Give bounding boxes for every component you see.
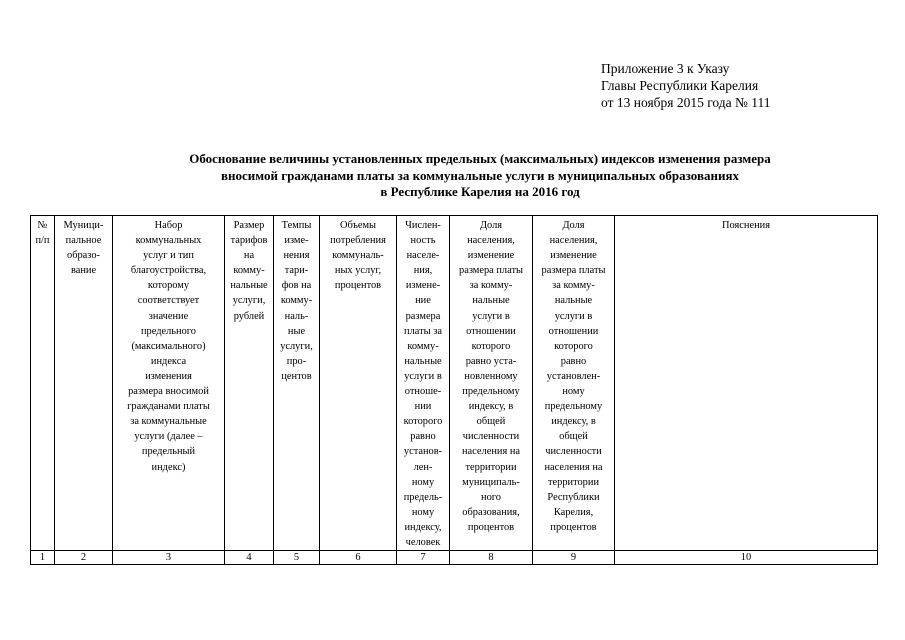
header-line: размера вносимой [128,386,209,398]
header-line: Доля [562,220,585,231]
header-line: комму- [280,295,313,307]
header-line: размера [405,310,441,322]
header-cell-tariff-size [225,216,274,551]
header-line: про- [286,355,307,367]
header-line: процентов [467,521,515,533]
header-line: вание [70,265,97,277]
header-line: коммунальных [135,235,202,247]
header-line: Муници- [63,220,104,231]
header-line: за коммунальные [130,416,207,428]
header-line: значение [148,310,189,322]
header-line: изменение [467,250,515,262]
header-line: ние [415,295,431,307]
column-number-cell: 3 [113,551,225,565]
header-line: Размер [233,220,265,231]
header-line: комму- [233,265,265,277]
header-line: измене- [405,280,441,292]
header-line: Набор [154,220,183,231]
header-line: комму- [407,340,439,352]
header-line: общей [476,416,506,428]
header-line: потребления [330,235,386,247]
column-number-cell: 10 [615,551,878,565]
header-line: индекс) [151,461,186,473]
header-line: процентов [550,521,597,533]
title-line: вносимой гражданами платы за коммунальные услуги в муниципальных образованиях [221,167,739,183]
header-line: размера платы [541,265,606,277]
header-line: ному [562,386,585,398]
header-cell-explanations [615,216,878,551]
header-line: отноше- [404,386,442,398]
header-line: лен- [413,461,433,473]
header-line: численности [545,446,602,458]
header-line: тари- [284,265,309,277]
header-line: на [243,250,255,262]
header-line: образования, [462,506,520,518]
header-line: которого [403,416,443,428]
header-line: ного [481,491,501,503]
header-cell-tariff-growth [274,216,320,551]
appendix-line: Приложение 3 к Указу [601,61,730,76]
header-line: п/п [35,235,50,247]
header-line: индексу, [404,521,442,533]
header-line: предельному [544,401,603,413]
header-line: территории [465,461,517,473]
header-line: отношении [548,325,599,337]
header-line: предель- [403,491,443,503]
header-line: рублей [233,310,265,322]
header-line: Темпы [281,220,312,231]
header-line: которому [147,280,190,292]
header-line: индекса [150,355,187,367]
header-line: изменение [550,250,597,262]
header-line: отношении [466,325,516,337]
header-line: благоустройства, [130,265,207,277]
column-number-cell: 1 [31,551,55,565]
header-line: изме- [284,235,309,247]
header-cell-population [397,216,450,551]
header-line: предельному [462,386,520,398]
header-line: населения на [544,461,603,473]
header-line: индексу, в [551,416,596,428]
header-line: равно [410,431,436,443]
header-line: Республики [547,491,600,503]
header-line: услуг и тип [143,250,194,262]
column-number-cell: 7 [397,551,450,565]
header-line: платы за [404,325,442,337]
header-line: центов [281,370,312,382]
column-number-cell: 8 [450,551,533,565]
header-line: услуги, [280,340,313,352]
title-line: в Республике Карелия на 2016 год [380,184,580,199]
header-cell-municipality [55,216,113,551]
header-cell-share-republic [533,216,615,551]
column-number-row [31,551,878,565]
header-line: нальные [472,295,510,307]
header-line: ные [287,325,306,337]
header-line: фов на [281,280,312,292]
header-line: предельного [140,325,196,337]
header-line: численности [462,431,520,443]
column-number-cell: 4 [225,551,274,565]
header-line: образо- [67,250,100,262]
header-cell-number [31,216,55,551]
header-line: № [37,220,48,231]
header-line: изменения [145,370,192,382]
header-line: установлен- [546,370,601,382]
header-cell-services-set [113,216,225,551]
header-line: которого [471,340,511,352]
header-line: ния, [413,265,433,277]
header-line: нии [414,401,432,413]
header-line: коммуналь- [332,250,384,262]
header-line: услуги в [472,310,510,322]
header-line: территории [547,476,600,488]
header-cell-consumption [320,216,397,551]
header-line: человек [405,536,441,548]
header-line: предельный [141,446,196,458]
header-line: нения [283,250,310,262]
title-line: Обоснование величины установленных предельных (максимальных) индексов изменения размера [189,151,771,166]
header-line: ному [411,506,435,518]
header-line: населения, [549,235,598,247]
index-justification-table [30,215,878,565]
header-line: услуги, [232,295,266,307]
header-line: гражданами платы [127,401,210,413]
header-line: муниципаль- [462,476,520,488]
header-line: тарифов [230,235,268,247]
header-line: Пояснения [722,220,770,231]
header-line: нальные [404,355,442,367]
header-line: новленному [464,370,518,382]
header-line: населения на [462,446,520,458]
header-line: ному [411,476,435,488]
appendix-reference [601,60,771,111]
header-line: размера платы [459,265,523,277]
header-line: нальные [554,295,593,307]
column-number-cell: 6 [320,551,397,565]
header-line: общей [559,431,588,443]
header-line: населе- [406,250,440,262]
header-line: соответствует [137,295,200,307]
header-line: за комму- [552,280,595,292]
header-line: за комму- [469,280,513,292]
header-line: ность [410,235,436,247]
column-number-cell: 9 [533,551,615,565]
header-line: Карелия, [553,506,594,518]
header-cell-share-municipality [450,216,533,551]
header-line: Доля [479,220,503,231]
column-number-cell: 5 [274,551,320,565]
document-title [100,151,860,201]
header-line: услуги в [404,370,442,382]
header-line: равно уста- [465,355,517,367]
header-line: равно [560,355,587,367]
header-line: установ- [403,446,443,458]
header-line: наль- [284,310,309,322]
header-line: населения, [467,235,515,247]
header-line: услуги (далее – [134,431,203,443]
appendix-line: Главы Республики Карелия [601,78,759,93]
header-line: услуги в [554,310,593,322]
header-line: индексу, в [468,401,514,413]
header-line: пальное [65,235,102,247]
header-line: Объемы [339,220,377,231]
header-line: (максимального) [131,340,206,352]
appendix-line: от 13 ноября 2015 года № 111 [601,95,771,110]
column-number-cell: 2 [55,551,113,565]
header-row [31,216,878,551]
header-line: ных услуг, [334,265,382,277]
header-line: которого [554,340,593,352]
header-line: нальные [230,280,268,292]
header-line: Числен- [405,220,441,231]
header-line: процентов [334,280,382,292]
